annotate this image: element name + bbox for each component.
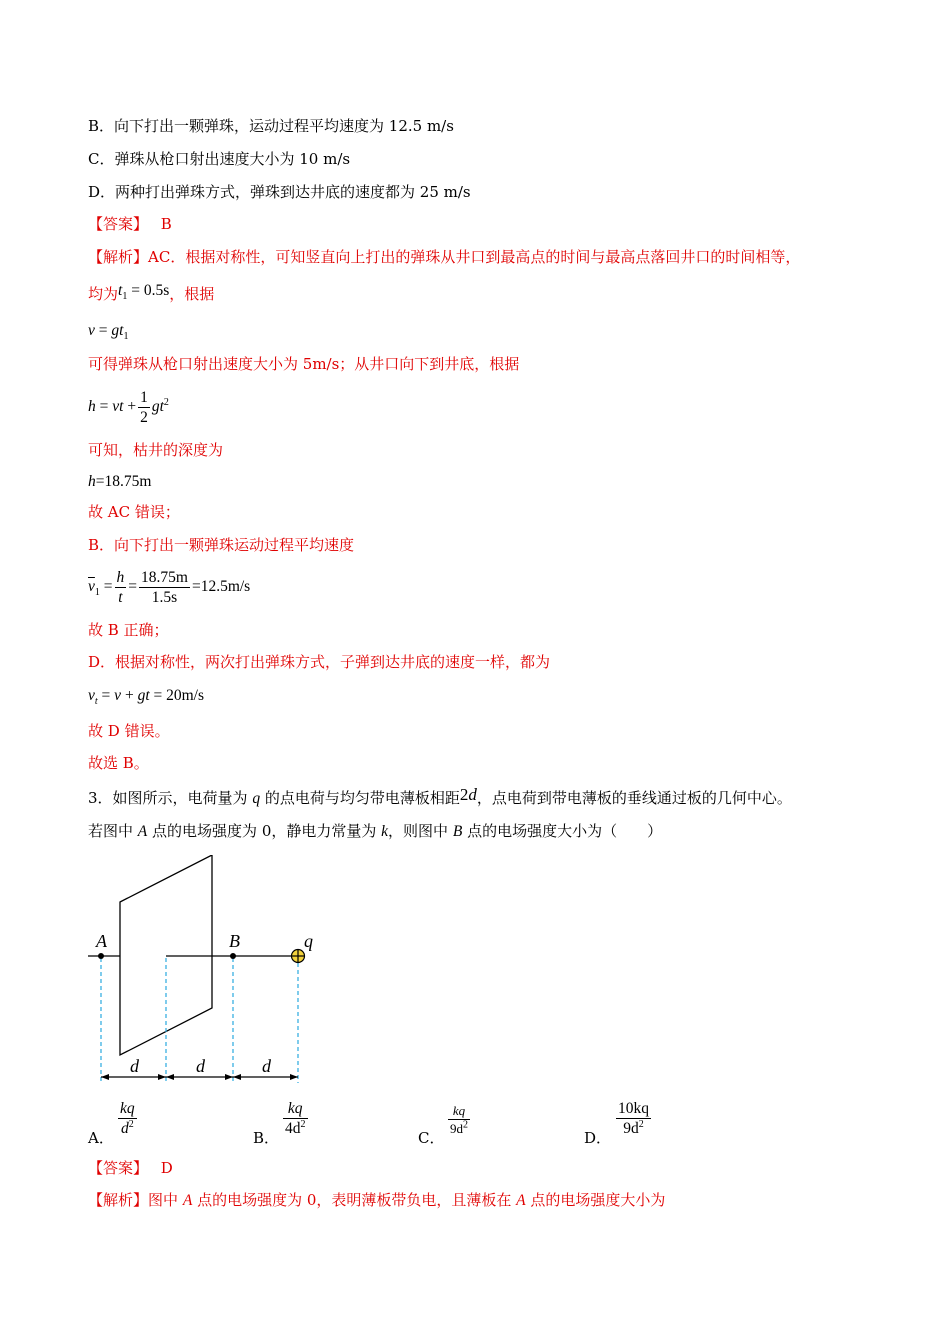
dim-d-1: d: [130, 1056, 139, 1076]
q3-stem-2-pre: 若图中: [88, 822, 134, 840]
q3-stem-2-mid1: 点的电场强度为 0，静电力常量为: [152, 822, 377, 840]
frac-h-den: 1.5s: [151, 588, 178, 606]
var-k: k: [381, 823, 389, 840]
speed-result: 可得弹珠从枪口射出速度大小为 5m/s；从井口向下到井底，根据: [88, 355, 520, 373]
t1-line: [88, 284, 214, 305]
formula-average-speed: $\overline{v}_1$ = $\frac{h}{t}$ = $\frac{18.75m}{1.5s}$ =12.5m/s: [88, 568, 251, 606]
q3-stem-line2: [88, 821, 662, 842]
analysis-tag: 【解析】: [88, 248, 149, 266]
q3-analysis-tag: 【解析】: [88, 1191, 149, 1209]
answer-line: [88, 214, 172, 234]
option-b-label: B．: [253, 1129, 280, 1147]
t1-post: ，根据: [169, 285, 215, 303]
vt-result: = 20m/s: [153, 687, 205, 704]
q3-analysis: [88, 1190, 665, 1211]
label-b: B: [229, 931, 240, 951]
var-a: A: [137, 823, 148, 840]
option-d-fraction: $\frac{10kq}{9d^2}$: [618, 1100, 649, 1137]
b-average-intro: B．向下打出一颗弹珠运动过程平均速度: [88, 536, 355, 554]
dim-d-3: d: [262, 1056, 271, 1076]
q3-stem-1-post: ，点电荷到带电薄板的垂线通过板的几何中心。: [476, 789, 792, 807]
q3-analysis-post: 点的电场强度大小为: [530, 1191, 666, 1209]
q3-answer-value: D: [160, 1159, 173, 1177]
frac-h-num: 18.75m: [141, 568, 188, 586]
q3-analysis-pre: 图中: [148, 1191, 179, 1209]
choose-b: 故选 B。: [88, 754, 149, 772]
answer-tag: 【答案】: [88, 215, 149, 233]
q3-stem-2-mid2: ，则图中: [388, 822, 449, 840]
depth-intro: 可知，枯井的深度为: [88, 441, 224, 459]
option-c: C．弹珠从枪口射出速度大小为 10 m/s: [88, 150, 351, 168]
analysis-text: AC．根据对称性，可知竖直向上打出的弹珠从井口到最高点的时间与最高点落回井口的时间相等，: [148, 248, 801, 266]
formula-t1: $t_1 = 0.5s$: [118, 282, 170, 303]
q3-answer-line: [88, 1158, 173, 1178]
q3-stem-2-post: 点的电场强度大小为（ ）: [467, 822, 663, 840]
t1-value: = 0.5s: [131, 282, 170, 299]
charged-plate-figure: [80, 855, 330, 1095]
point-a: [98, 953, 104, 959]
h-value: =18.75m: [95, 473, 152, 490]
option-c-label: C．: [418, 1129, 445, 1147]
q3-analysis-mid: 点的电场强度为 0，表明薄板带负电，且薄板在: [197, 1191, 512, 1209]
q3-answer-tag: 【答案】: [88, 1159, 149, 1177]
q3-analysis-var-a-2: A: [516, 1192, 526, 1209]
option-d-label: D．: [584, 1129, 612, 1147]
formula-h-value: h=18.75m: [88, 473, 152, 490]
var-d: d: [468, 785, 477, 804]
q3-analysis-var-a: A: [182, 1192, 193, 1209]
distance-coef: 2: [459, 785, 469, 804]
label-a: A: [96, 931, 107, 951]
q3-stem-line1: [88, 785, 792, 809]
formula-v-gt1: $v = gt_1$: [88, 322, 129, 343]
option-d-choice: [584, 1100, 684, 1148]
q3-stem-1-pre: 3．如图所示，电荷量为: [88, 789, 248, 807]
dim-d-2: d: [196, 1056, 205, 1076]
option-b-fraction: $\frac{kq}{4d^2}$: [285, 1100, 306, 1137]
option-b-choice: [253, 1100, 333, 1148]
option-c-fraction: $\frac{kq}{9d^2}$: [450, 1103, 468, 1136]
d-symmetry: D．根据对称性，两次打出弹珠方式，子弹到达井底的速度一样，都为: [88, 653, 551, 671]
formula-vt: $v_t = v$ + gt = 20m/s: [88, 687, 205, 708]
b-correct: 故 B 正确；: [88, 621, 169, 639]
var-b: B: [452, 823, 463, 840]
q3-stem-1-mid: 的点电荷与均匀带电薄板相距: [264, 789, 460, 807]
option-a: [88, 1100, 148, 1148]
point-b: [230, 953, 236, 959]
formula-h-vt: h = vt + $\frac{1}{2}$ $gt^2$: [88, 389, 169, 426]
option-a-fraction: $\frac{kq}{d^2}$: [120, 1100, 135, 1137]
option-a-label: A．: [88, 1129, 114, 1147]
option-b: B．向下打出一颗弹珠，运动过程平均速度为 12.5 m/s: [88, 117, 454, 135]
answer-value: B: [160, 215, 172, 233]
avg-result: =12.5m/s: [191, 578, 251, 595]
option-c-choice: [418, 1100, 498, 1148]
d-wrong: 故 D 错误。: [88, 722, 170, 740]
ac-wrong: 故 AC 错误；: [88, 503, 180, 521]
option-d: D．两种打出弹珠方式，弹珠到达井底的速度都为 25 m/s: [88, 183, 471, 201]
var-q: q: [252, 790, 261, 807]
positive-charge-icon: [292, 950, 305, 963]
label-q: q: [304, 931, 313, 951]
analysis-intro: [88, 247, 800, 267]
t1-pre: 均为: [88, 285, 119, 303]
